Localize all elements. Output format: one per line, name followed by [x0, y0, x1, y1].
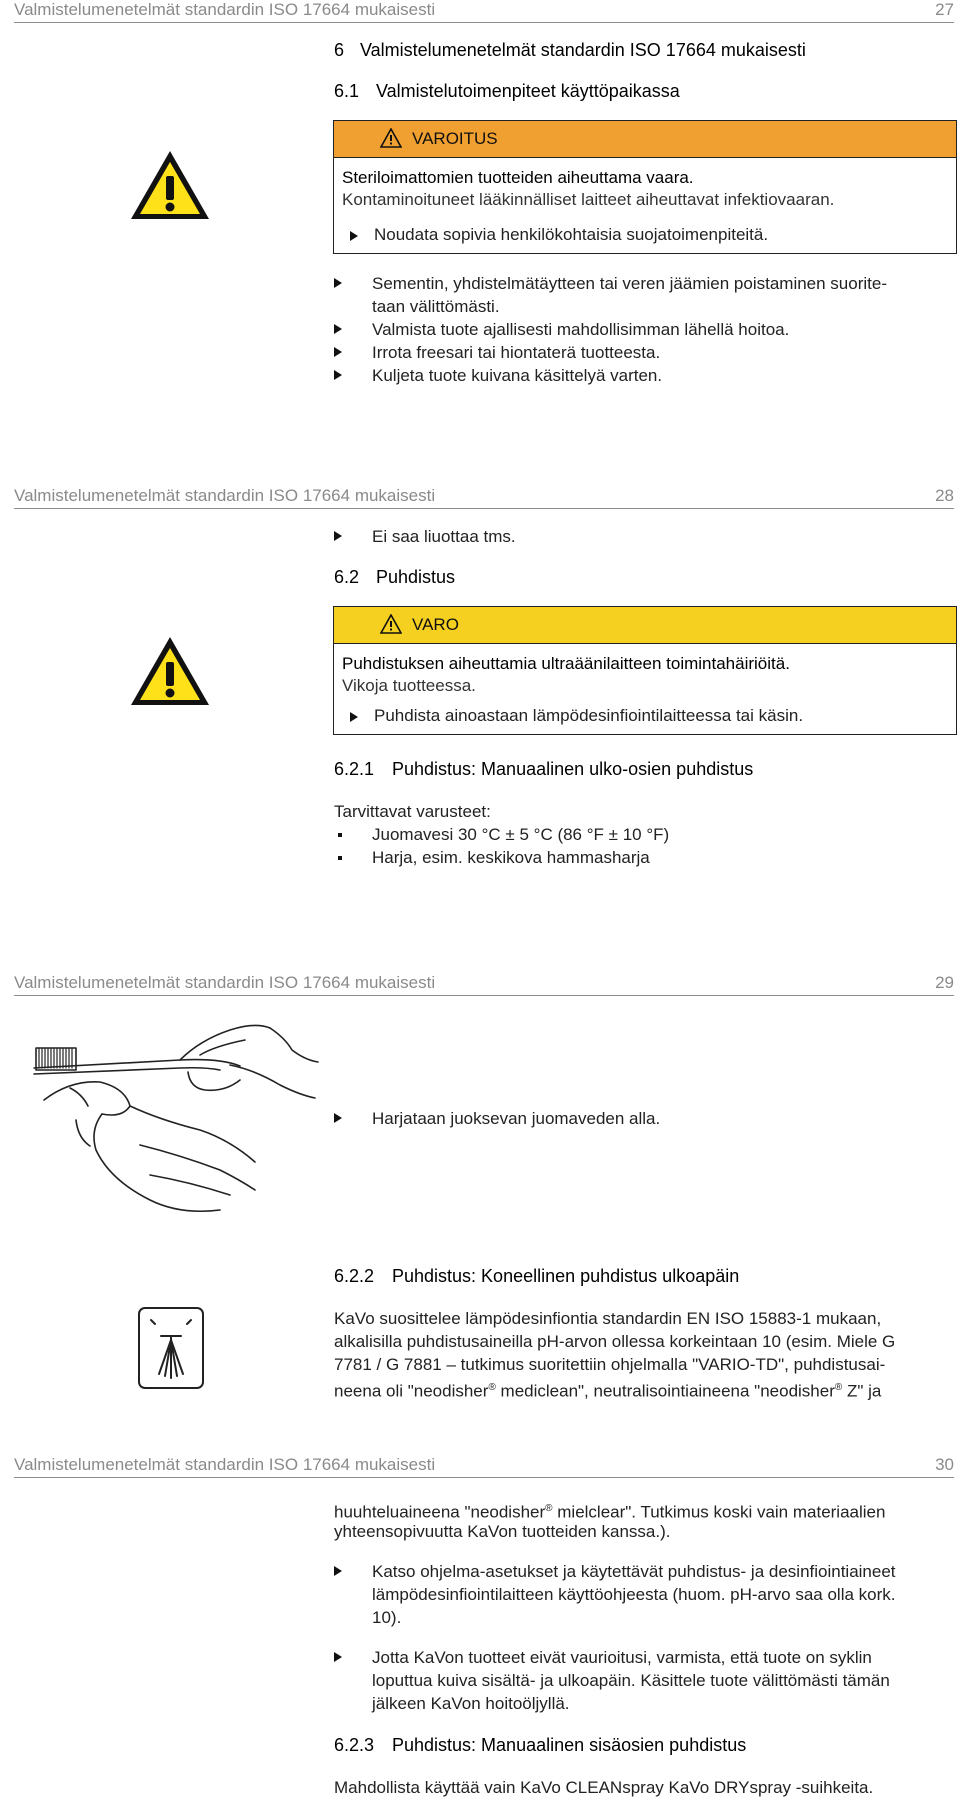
bullet-triangle-icon	[334, 1566, 342, 1576]
bullet-triangle-icon	[334, 370, 342, 380]
paragraph-line: alkalisilla puhdistusaineilla pH-arvon ollessa korkeintaan 10 (esim. Miele G	[334, 1332, 896, 1351]
section-heading: 6 Valmistelumenetelmät standardin ISO 17664 mukaisesti	[334, 40, 806, 60]
warning-triangle-icon	[128, 148, 212, 222]
dishwasher-symbol-icon	[137, 1306, 205, 1390]
warning-label: VAROITUS	[412, 129, 498, 148]
warning-small-icon	[380, 614, 402, 634]
page-header	[14, 0, 954, 23]
caution-bar	[334, 607, 956, 644]
caution-label: VARO	[412, 615, 459, 634]
header-title: Valmistelumenetelmät standardin ISO 17664 mukaisesti	[14, 1455, 436, 1474]
paragraph-line: 7781 / G 7881 – tutkimus suoritettiin ohjelmalla "VARIO-TD", puhdistusai-	[334, 1355, 886, 1374]
paragraph-line: yhteensopivuutta KaVon tuotteiden kanssa.).	[334, 1522, 671, 1541]
caution-title: Puhdistuksen aiheuttamia ultraäänilaitteen toimintahäiriöitä.	[342, 654, 790, 673]
bullet-triangle-icon	[334, 1113, 342, 1123]
bullet-triangle-icon	[350, 712, 358, 722]
header-title: Valmistelumenetelmät standardin ISO 17664 mukaisesti	[14, 486, 436, 505]
caution-text: Vikoja tuotteessa.	[342, 676, 476, 695]
paragraph: Tarvittavat varusteet:	[334, 802, 491, 821]
subsubsection-heading: 6.2.1 Puhdistus: Manuaalinen ulko-osien puhdistus	[334, 759, 754, 779]
paragraph-line: KaVo suosittelee lämpödesinfiontia standardin EN ISO 15883-1 mukaan,	[334, 1309, 882, 1328]
bullet-triangle-icon	[334, 531, 342, 541]
warning-small-icon	[380, 128, 402, 148]
warning-triangle-icon	[128, 634, 212, 708]
bullet-triangle-icon	[350, 231, 358, 241]
paragraph-line: Mahdollista käyttää vain KaVo CLEANspray KaVo DRYspray -suihkeita.	[334, 1778, 874, 1797]
bullet-triangle-icon	[334, 278, 342, 288]
header-title: Valmistelumenetelmät standardin ISO 17664 mukaisesti	[14, 973, 436, 992]
warning-title: Steriloimattomien tuotteiden aiheuttama vaara.	[342, 168, 694, 187]
subsection-heading: 6.2 Puhdistus	[334, 567, 456, 587]
paragraph-line: neena oli "neodisher® mediclean", neutralisointiaineena "neodisher® Z" ja	[334, 1381, 882, 1401]
page-header	[14, 486, 954, 509]
bullet-triangle-icon	[334, 1652, 342, 1662]
brushing-hands-illustration	[30, 1010, 320, 1220]
bullet-triangle-icon	[334, 324, 342, 334]
square-bullet-icon	[338, 856, 342, 860]
page-number: 30	[935, 1455, 954, 1474]
subsubsection-heading: 6.2.3 Puhdistus: Manuaalinen sisäosien puhdistus	[334, 1735, 747, 1755]
page-number: 29	[935, 973, 954, 992]
caution-box: VARO Puhdistuksen aiheuttamia ultraäänilaitteen toimintahäiriöitä. Vikoja tuotteessa. Puhdista ainoastaan lämpödesinfiointilaitteessa tai käsin.	[333, 606, 957, 735]
page-number: 27	[935, 0, 954, 19]
subsubsection-heading: 6.2.2 Puhdistus: Koneellinen puhdistus ulkoapäin	[334, 1266, 740, 1286]
warning-box: VAROITUS Steriloimattomien tuotteiden aiheuttama vaara. Kontaminoituneet lääkinnälliset laitteet aiheuttavat infektiovaaran. Noudata sopivia henkilökohtaisia suojatoimenpiteitä.	[333, 120, 957, 254]
warning-bar	[334, 121, 956, 158]
page-header	[14, 1455, 954, 1478]
square-bullet-icon	[338, 833, 342, 837]
page-number: 28	[935, 486, 954, 505]
page-header	[14, 973, 954, 996]
paragraph-line: huuhteluaineena "neodisher® mielclear". Tutkimus koski vain materiaalien	[334, 1502, 886, 1522]
bullet-triangle-icon	[334, 347, 342, 357]
header-title: Valmistelumenetelmät standardin ISO 17664 mukaisesti	[14, 0, 436, 19]
subsection-heading: 6.1 Valmistelutoimenpiteet käyttöpaikassa	[334, 81, 680, 101]
warning-text: Kontaminoituneet lääkinnälliset laitteet aiheuttavat infektiovaaran.	[342, 190, 835, 209]
